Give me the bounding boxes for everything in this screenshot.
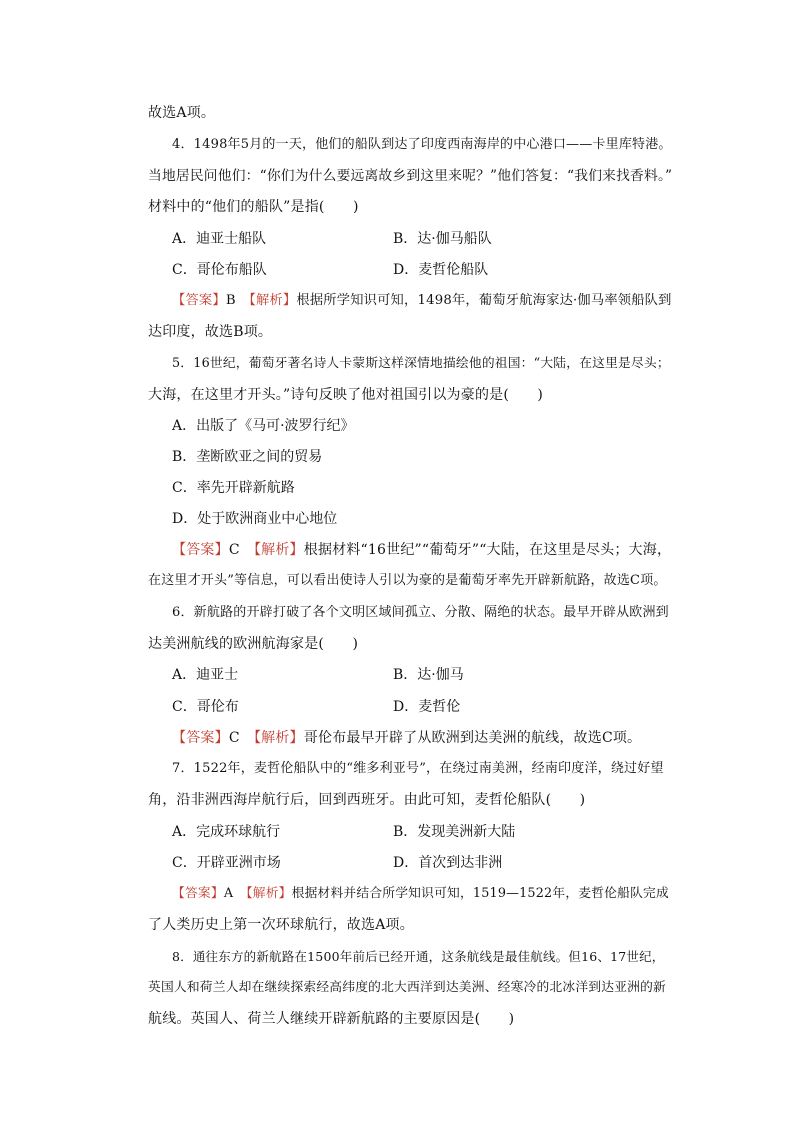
prev-answer-tail: 故选A项。 xyxy=(148,105,216,121)
q8-stem-line-2: 英国人和荷兰人却在继续探索经高纬度的北大西洋到达美洲、经寒冷的北冰洋到达亚洲的新 xyxy=(148,980,666,995)
answer-value: A xyxy=(223,886,234,901)
q4-stem-line-1: 4．1498年5月的一天，他们的船队到达了印度西南海岸的中心港口——卡里库特港。 xyxy=(172,137,672,152)
q4-option-b: B．达·伽马船队 xyxy=(393,231,492,247)
q7-option-a: A．完成环球航行 xyxy=(172,824,281,840)
q5-option-c: C．率先开辟新航路 xyxy=(172,480,295,496)
answer-value: C xyxy=(228,730,240,746)
q7-option-b: B．发现美洲新大陆 xyxy=(393,824,516,840)
q4-explain-line-2: 达印度，故选B项。 xyxy=(148,324,273,340)
answer-tag: 【答案】 xyxy=(172,542,229,558)
q8-stem-line-1: 8．通往东方的新航路在1500年前后已经开通，这条航线是最佳航线。但16、17世纪， xyxy=(172,949,665,964)
q7-stem-line-1: 7．1522年，麦哲伦船队中的“维多利亚号”，在绕过南美洲，经南印度洋，绕过好望 xyxy=(172,761,664,776)
q5-answer xyxy=(172,540,671,560)
q7-stem-line-2: 角，沿非洲西海岸航行后，回到西班牙。由此可知，麦哲伦船队( ) xyxy=(148,792,586,808)
q7-option-c: C．开辟亚洲市场 xyxy=(172,855,281,871)
q6-stem-line-1: 6．新航路的开辟打破了各个文明区域间孤立、分散、隔绝的状态。最早开辟从欧洲到 xyxy=(172,605,669,620)
q6-option-a: A．迪亚士 xyxy=(172,667,239,683)
q4-option-a: A．迪亚士船队 xyxy=(172,231,267,247)
explain-text: 根据材料“16世纪”“葡萄牙”“大陆，在这里是尽头；大海， xyxy=(303,542,672,558)
q6-option-c: C．哥伦布 xyxy=(172,699,239,715)
q5-stem-line-2: 大海，在这里才开头。”诗句反映了他对祖国引以为豪的是( ) xyxy=(148,387,544,403)
q6-answer xyxy=(172,728,641,748)
answer-tag: 【答案】 xyxy=(172,730,229,746)
q6-option-d: D．麦哲伦 xyxy=(393,699,461,715)
q7-answer xyxy=(172,884,669,904)
q4-option-c: C．哥伦布船队 xyxy=(172,262,267,278)
answer-value: C xyxy=(228,542,240,558)
q5-option-b: B．垄断欧亚之间的贸易 xyxy=(172,449,323,465)
explain-text: 哥伦布最早开辟了从欧洲到达美洲的航线，故选C项。 xyxy=(303,730,642,746)
q7-option-d: D．首次到达非洲 xyxy=(393,855,503,871)
answer-tag: 【答案】 xyxy=(172,293,226,308)
explain-text: 根据材料并结合所学知识可知，1519—1522年，麦哲伦船队完成 xyxy=(291,886,669,901)
explain-tag: 【解析】 xyxy=(246,886,292,901)
q4-answer xyxy=(172,291,672,311)
q6-option-b: B．达·伽马 xyxy=(393,667,464,683)
explain-tag: 【解析】 xyxy=(253,730,304,746)
answer-tag: 【答案】 xyxy=(172,886,224,901)
explain-tag: 【解析】 xyxy=(249,293,297,308)
q4-stem-line-3: 材料中的“他们的船队”是指( ) xyxy=(148,199,359,215)
q8-stem-line-3: 航线。英国人、荷兰人继续开辟新航路的主要原因是( ) xyxy=(148,1011,515,1027)
q7-explain-line-2: 了人类历史上第一次环球航行，故选A项。 xyxy=(148,917,414,933)
q4-option-d: D．麦哲伦船队 xyxy=(393,262,489,278)
explain-tag: 【解析】 xyxy=(253,542,304,558)
q5-explain-line-2: 在这里才开头”等信息，可以看出使诗人引以为豪的是葡萄牙率先开辟新航路，故选C项。 xyxy=(148,573,667,588)
q5-option-a: A．出版了《马可·波罗行纪》 xyxy=(172,418,355,434)
q5-stem-line-1: 5．16世纪，葡萄牙著名诗人卡蒙斯这样深情地描绘他的祖国：“大陆，在这里是尽头； xyxy=(172,356,670,371)
answer-value: B xyxy=(225,293,236,308)
q4-stem-line-2: 当地居民问他们：“你们为什么要远离故乡到这里来呢？”他们答复：“我们来找香料。” xyxy=(148,168,673,184)
q5-option-d: D．处于欧洲商业中心地位 xyxy=(172,511,338,527)
explain-text: 根据所学知识可知，1498年，葡萄牙航海家达·伽马率领船队到 xyxy=(296,293,672,308)
q6-stem-line-2: 达美洲航线的欧洲航海家是( ) xyxy=(148,636,359,652)
